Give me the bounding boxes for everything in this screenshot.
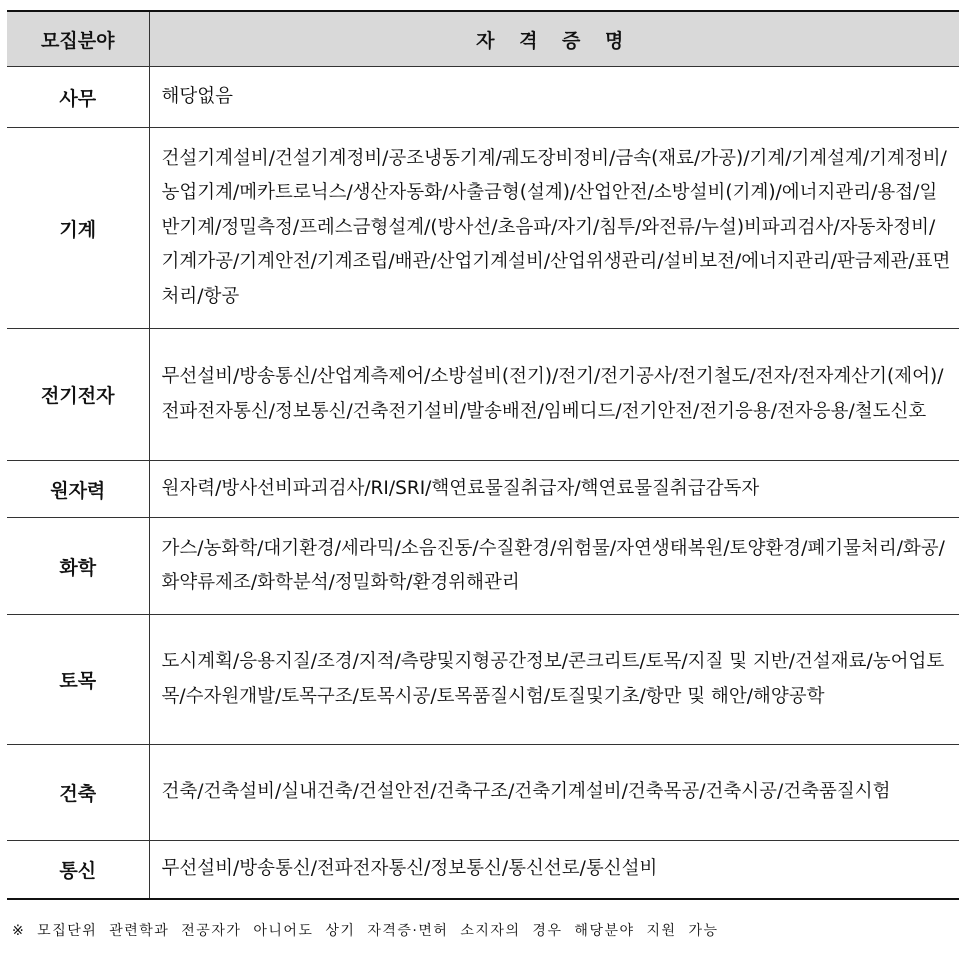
- header-certificate: 자 격 증 명: [149, 11, 959, 67]
- table-header-row: [7, 11, 959, 67]
- content-cell: 원자력/방사선비파괴검사/RI/SRI/핵연료물질취급자/핵연료물질취급감독자: [149, 461, 959, 518]
- qualification-table: [7, 10, 959, 900]
- table-row-chemical: [7, 518, 959, 615]
- table-row-electrical: [7, 329, 959, 461]
- header-field: 모집분야: [7, 11, 149, 67]
- footnote: ※ 모집단위 관련학과 전공자가 아니어도 상기 자격증·면허 소지자의 경우 해당분야 지원 가능: [12, 923, 719, 939]
- table-row-architecture: [7, 745, 959, 841]
- content-cell: 건설기계설비/건설기계정비/공조냉동기계/궤도장비정비/금속(재료/가공)/기계/기계설계/기계정비/농업기계/메카트로닉스/생산자동화/사출금형(설계)/산업안전/소방설비(기계)/에너지관리/용접/일반기계/정밀측정/프레스금형설계/(방사선/초음파/자기/침투/와전류/누설)비파괴검사/자동차정비/기계가공/기계안전/기계조립/배관/산업기계설비/산업위생관리/설비보전/에너지관리/판금제관/표면처리/항공: [149, 128, 959, 329]
- content-cell: 도시계획/응용지질/조경/지적/측량및지형공간정보/콘크리트/토목/지질 및 지반/건설재료/농어업토목/수자원개발/토목구조/토목시공/토목품질시험/토질및기초/항만 및 해안/해양공학: [149, 615, 959, 745]
- category-cell: 원자력: [7, 461, 149, 518]
- content-cell: 건축/건축설비/실내건축/건설안전/건축구조/건축기계설비/건축목공/건축시공/건축품질시험: [149, 745, 959, 841]
- table-row-civil: [7, 615, 959, 745]
- content-cell: 무선설비/방송통신/전파전자통신/정보통신/통신선로/통신설비: [161, 858, 658, 879]
- category-cell: 건축: [7, 745, 149, 841]
- category-cell: 기계: [7, 128, 149, 329]
- content-cell: 가스/농화학/대기환경/세라믹/소음진동/수질환경/위험물/자연생태복원/토양환경/폐기물처리/화공/화약류제조/화학분석/정밀화학/환경위해관리: [149, 518, 959, 615]
- table-row-mechanical: [7, 128, 959, 329]
- content-cell: 해당없음: [149, 67, 959, 128]
- category-cell: 통신: [7, 841, 149, 899]
- table-row-nuclear: [7, 461, 959, 518]
- table-row-office: [7, 67, 959, 128]
- category-cell: 전기전자: [7, 329, 149, 461]
- content-cell: 무선설비/방송통신/산업계측제어/소방설비(전기)/전기/전기공사/전기철도/전자/전자계산기(제어)/전파전자통신/정보통신/건축전기설비/발송배전/임베디드/전기안전/전기응용/전자응용/철도신호: [149, 329, 959, 461]
- category-cell: 토목: [7, 615, 149, 745]
- category-cell: 사무: [7, 67, 149, 128]
- category-cell: 화학: [7, 518, 149, 615]
- table-row-communication: [7, 841, 959, 899]
